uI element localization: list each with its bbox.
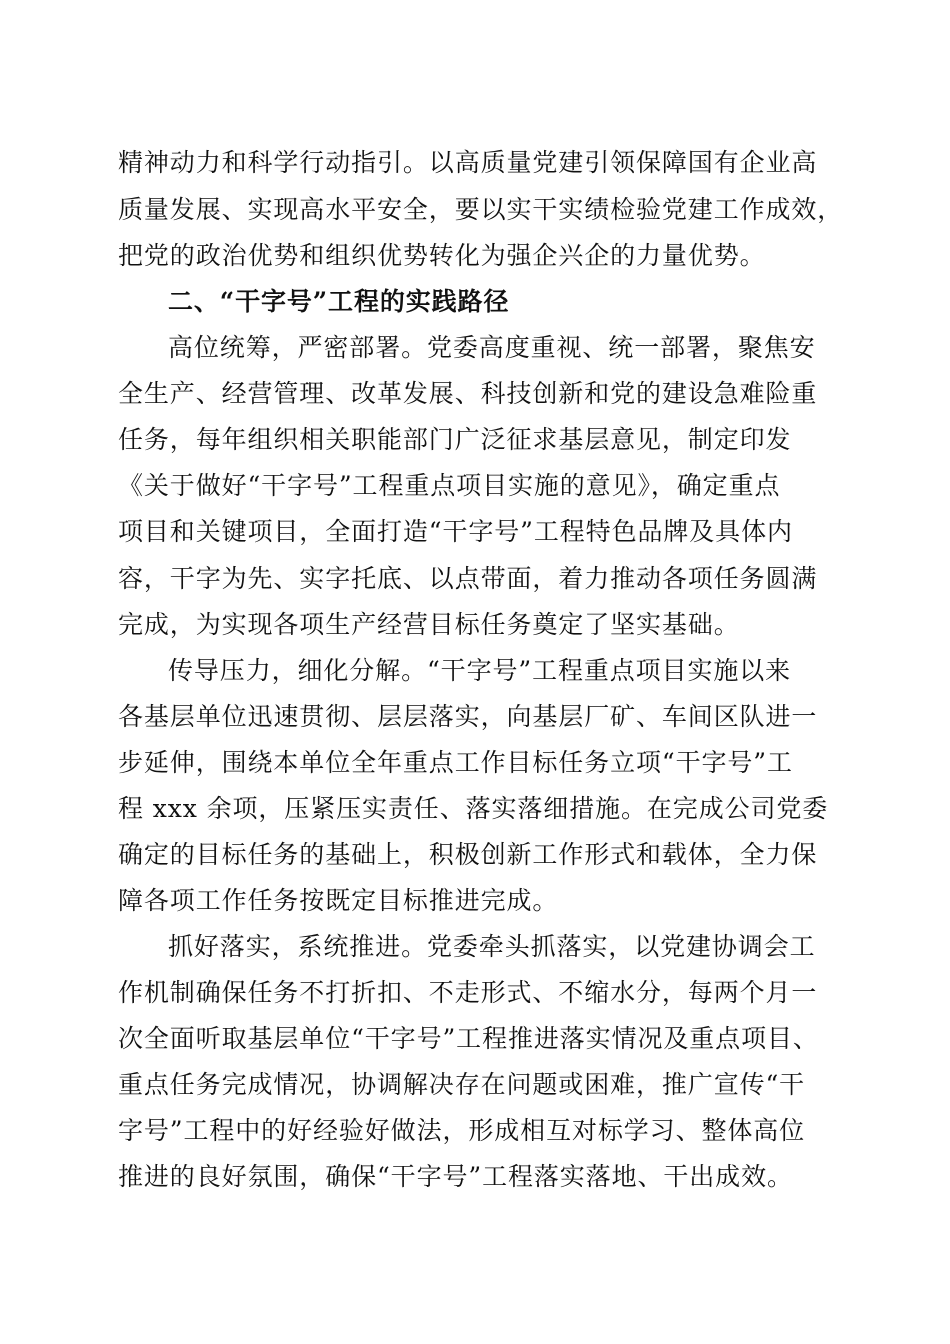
paragraph-line: 任务，每年组织相关职能部门广泛征求基层意见，制定印发: [118, 425, 792, 454]
paragraph-line: 抓好落实，系统推进。党委牵头抓落实，以党建协调会工: [168, 932, 816, 961]
paragraph-line: 高位统筹，严密部署。党委高度重视、统一部署，聚焦安: [168, 333, 816, 362]
paragraph-line: 项目和关键项目，全面打造“干字号”工程特色品牌及具体内: [118, 517, 793, 546]
paragraph-line: 重点任务完成情况，协调解决存在问题或困难，推广宣传“干: [118, 1070, 806, 1099]
paragraph-line: 容，干字为先、实字托底、以点带面，着力推动各项任务圆满: [118, 564, 818, 593]
paragraph-line: 精神动力和科学行动指引。以高质量党建引领保障国有企业高: [118, 148, 818, 177]
paragraph-line: 质量发展、实现高水平安全，要以实干实绩检验党建工作成效，: [118, 195, 844, 224]
section-heading: 二、“干字号”工程的实践路径: [168, 287, 510, 316]
paragraph-line: 字号”工程中的好经验好做法，形成相互对标学习、整体高位: [118, 1116, 806, 1145]
paragraph-line: 传导压力，细化分解。“干字号”工程重点项目实施以来: [168, 656, 792, 685]
paragraph-line: 作机制确保任务不打折扣、不走形式、不缩水分，每两个月一: [118, 978, 818, 1007]
paragraph-line: 步延伸，围绕本单位全年重点工作目标任务立项“干字号”工: [118, 748, 793, 777]
paragraph-line: 障各项工作任务按既定目标推进完成。: [118, 886, 559, 915]
paragraph-line: 《关于做好“干字号”工程重点项目实施的意见》，确定重点: [118, 471, 781, 500]
paragraph-line: 次全面听取基层单位“干字号”工程推进落实情况及重点项目、: [118, 1024, 819, 1053]
paragraph-line: 程 xxx 余项，压紧压实责任、落实落细措施。在完成公司党委: [118, 794, 829, 823]
paragraph-line: 确定的目标任务的基础上，积极创新工作形式和载体，全力保: [118, 840, 818, 869]
paragraph-line: 各基层单位迅速贯彻、层层落实，向基层厂矿、车间区队进一: [118, 702, 818, 731]
paragraph-line: 全生产、经营管理、改革发展、科技创新和党的建设急难险重: [118, 379, 818, 408]
paragraph-line: 把党的政治优势和组织优势转化为强企兴企的力量优势。: [118, 241, 766, 270]
paragraph-line: 推进的良好氛围，确保“干字号”工程落实落地、干出成效。: [118, 1162, 793, 1191]
paragraph-line: 完成，为实现各项生产经营目标任务奠定了坚实基础。: [118, 610, 740, 639]
